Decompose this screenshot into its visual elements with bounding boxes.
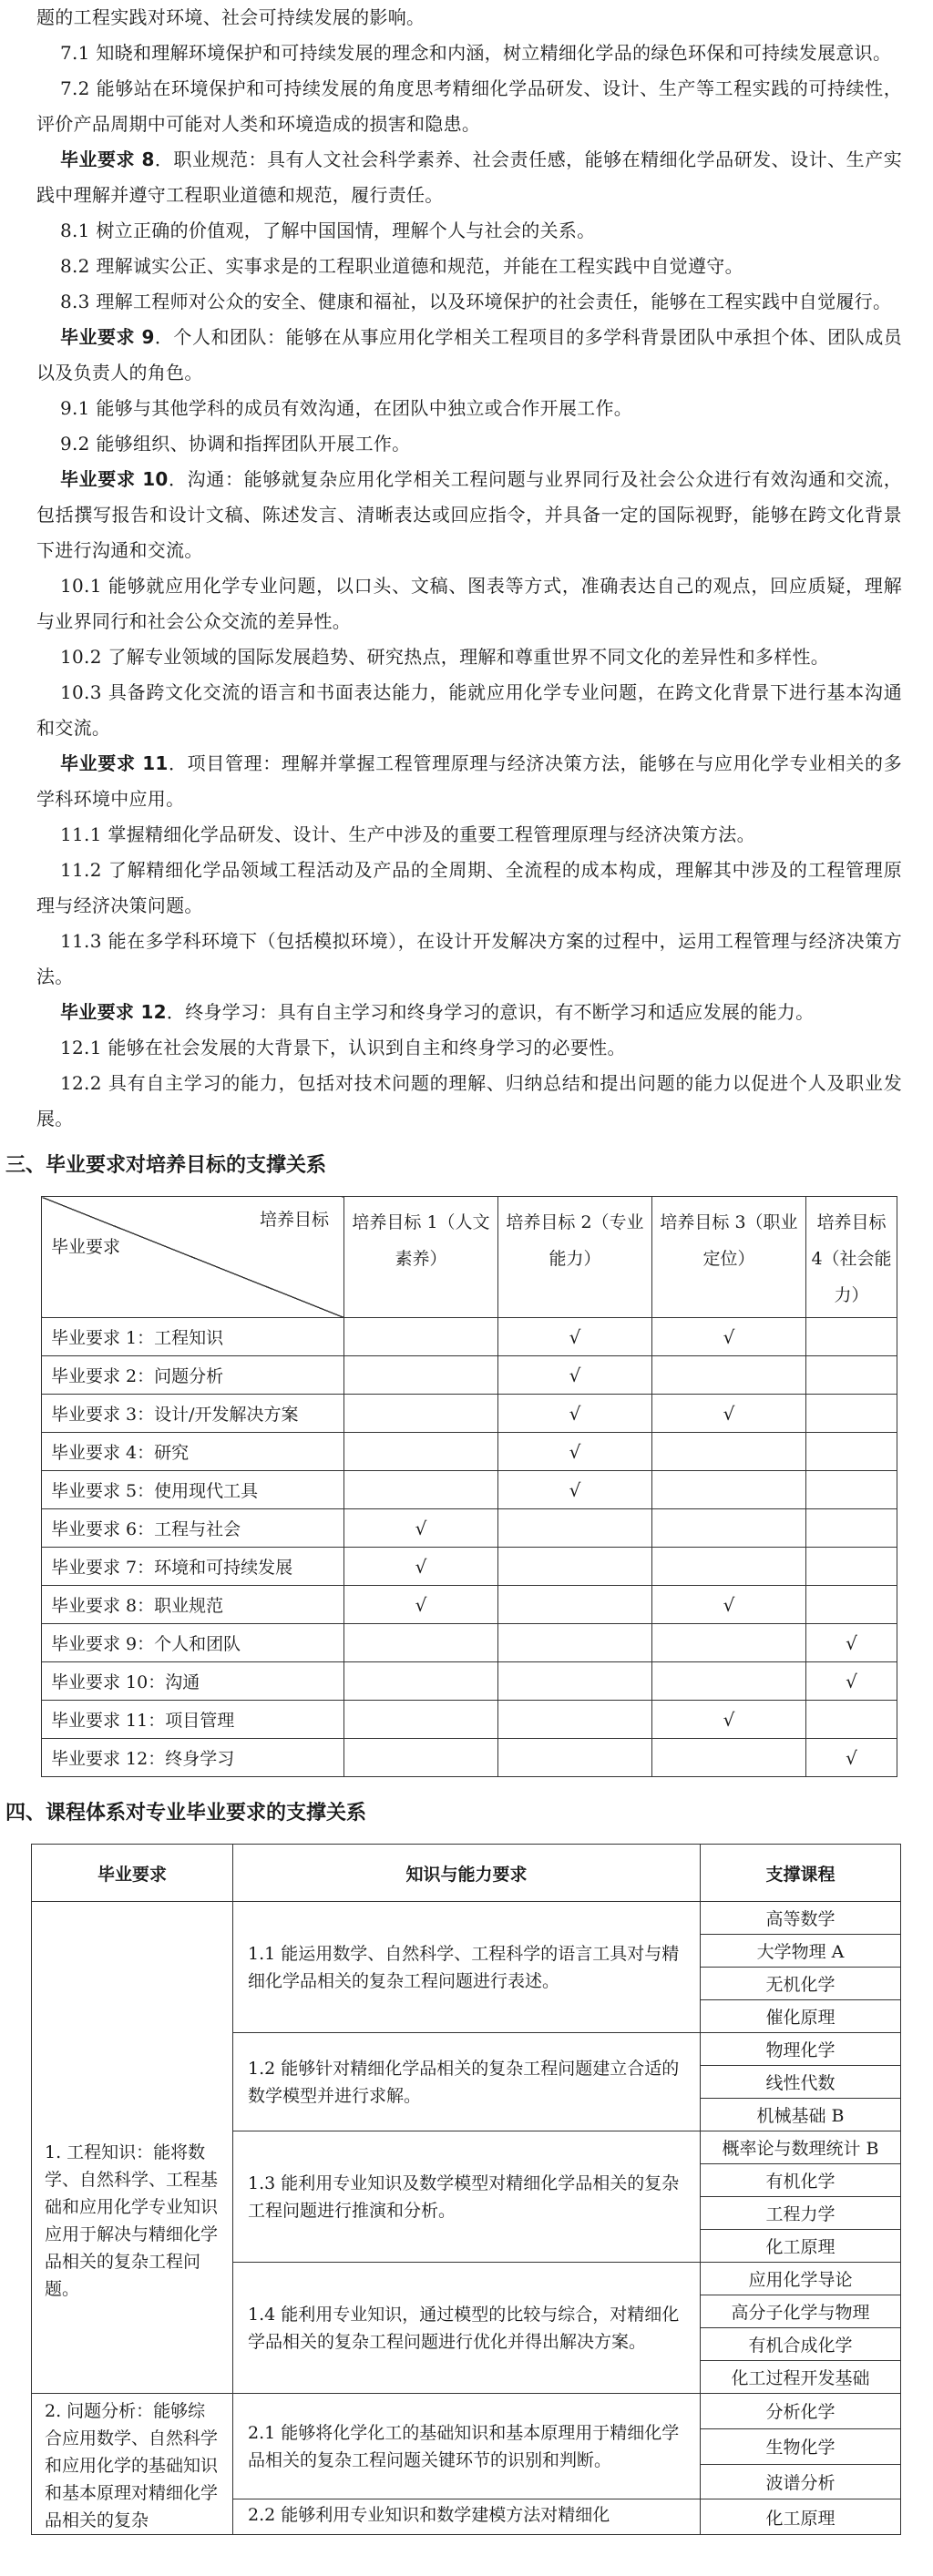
empty-cell (806, 1509, 897, 1548)
course-row (32, 2394, 901, 2429)
paragraph-text: 10.1 能够就应用化学专业问题，以口头、文稿、图表等方式，准确表达自己的观点，回应质疑，理解与业界同行和社会公众交流的差异性。 (36, 575, 902, 632)
empty-cell (498, 1739, 652, 1777)
check-mark: √ (498, 1356, 652, 1395)
requirement-row (42, 1395, 897, 1433)
course-name: 线性代数 (701, 2066, 901, 2099)
requirement-row (42, 1471, 897, 1509)
empty-cell (344, 1395, 498, 1433)
empty-cell (344, 1701, 498, 1739)
empty-cell (806, 1471, 897, 1509)
course-name: 机械基础 B (701, 2099, 901, 2131)
course-support-table (31, 1844, 901, 2535)
empty-cell (652, 1356, 806, 1395)
diagonal-header-cell (42, 1197, 344, 1318)
requirement-row (42, 1701, 897, 1739)
paragraph-text: ．个人和团队：能够在从事应用化学相关工程项目的多学科背景团队中承担个体、团队成员以及负责人的角色。 (36, 326, 902, 383)
goal-header: 培养目标 1（人文素养） (344, 1197, 498, 1318)
empty-cell (344, 1624, 498, 1662)
requirement-row (42, 1356, 897, 1395)
paragraph-text: 7.2 能够站在环境保护和可持续发展的角度思考精细化学品研发、设计、生产等工程实践的可持续性，评价产品周期中可能对人类和环境造成的损害和隐患。 (36, 77, 902, 135)
requirement-label: 毕业要求 10：沟通 (42, 1662, 344, 1701)
requirement-lead: 毕业要求 11 (60, 752, 169, 774)
requirement-heading-paragraph (36, 462, 902, 568)
paragraph-text: 9.2 能够组织、协调和指挥团队开展工作。 (60, 433, 411, 455)
empty-cell (652, 1662, 806, 1701)
body-paragraph (36, 71, 902, 142)
body-paragraph (36, 1030, 902, 1066)
goals-support-table (41, 1196, 897, 1777)
course-name: 催化原理 (701, 2000, 901, 2033)
knowledge-requirement: 1.3 能利用专业知识及数学模型对精细化学品相关的复杂工程问题进行推演和分析。 (233, 2131, 701, 2263)
requirement-label: 毕业要求 6：工程与社会 (42, 1509, 344, 1548)
goal-header: 培养目标 3（职业定位） (652, 1197, 806, 1318)
check-mark: √ (344, 1548, 498, 1586)
course-name: 有机化学 (701, 2164, 901, 2197)
paragraph-text: 8.3 理解工程师对公众的安全、健康和福祉，以及环境保护的社会责任，能够在工程实践中自觉履行。 (60, 291, 892, 312)
requirement-2-cell: 2. 问题分析：能够综合应用数学、自然科学和应用化学的基础知识和基本原理对精细化学品相关的复杂 (32, 2394, 233, 2535)
paragraph-text: ．沟通：能够就复杂应用化学相关工程问题与业界同行及社会公众进行有效沟通和交流，包括撰写报告和设计文稿、陈述发言、清晰表达或回应指令，并具备一定的国际视野，能够在跨文化背景下进行沟通和交流。 (36, 468, 902, 561)
body-paragraph (36, 639, 902, 675)
empty-cell (498, 1662, 652, 1701)
check-mark: √ (652, 1395, 806, 1433)
requirement-label: 毕业要求 11：项目管理 (42, 1701, 344, 1739)
empty-cell (806, 1548, 897, 1586)
paragraph-text: 11.2 了解精细化学品领域工程活动及产品的全周期、全流程的成本构成，理解其中涉及的工程管理原理与经济决策问题。 (36, 859, 902, 916)
knowledge-requirement: 1.2 能够针对精细化学品相关的复杂工程问题建立合适的数学模型并进行求解。 (233, 2033, 701, 2131)
goal-header: 培养目标 2（专业能力） (498, 1197, 652, 1318)
empty-cell (344, 1318, 498, 1356)
body-paragraph (36, 391, 902, 426)
requirement-lead: 毕业要求 12 (60, 1001, 167, 1023)
requirement-row (42, 1509, 897, 1548)
empty-cell (498, 1548, 652, 1586)
paragraph-text: 题的工程实践对环境、社会可持续发展的影响。 (36, 6, 425, 28)
body-paragraph (36, 568, 902, 639)
empty-cell (652, 1433, 806, 1471)
course-name: 波谱分析 (701, 2464, 901, 2499)
check-mark: √ (652, 1586, 806, 1624)
course-name: 应用化学导论 (701, 2263, 901, 2295)
course-name: 化工原理 (701, 2230, 901, 2263)
requirement-row (42, 1586, 897, 1624)
requirement-row (42, 1662, 897, 1701)
body-paragraph (36, 924, 902, 995)
paragraph-text: ．终身学习：具有自主学习和终身学习的意识，有不断学习和适应发展的能力。 (166, 1001, 815, 1023)
requirement-lead: 毕业要求 8 (60, 148, 155, 170)
requirement-lead: 毕业要求 9 (60, 326, 155, 348)
empty-cell (806, 1318, 897, 1356)
empty-cell (806, 1433, 897, 1471)
requirement-heading-paragraph (36, 142, 902, 213)
requirement-label: 毕业要求 1：工程知识 (42, 1318, 344, 1356)
goal-header: 培养目标 4（社会能力） (806, 1197, 897, 1318)
paragraph-text: 11.3 能在多学科环境下（包括模拟环境），在设计开发解决方案的过程中，运用工程管理与经济决策方法。 (36, 930, 902, 987)
course-name: 概率论与数理统计 B (701, 2131, 901, 2164)
course-name: 高等数学 (701, 1902, 901, 1935)
empty-cell (652, 1624, 806, 1662)
check-mark: √ (652, 1318, 806, 1356)
requirement-1-text: 1. 工程知识：能将数学、自然科学、工程基础和应用化学专业知识应用于解决与精细化学品相关的复杂工程问题。 (45, 2142, 219, 2299)
requirement-row (42, 1624, 897, 1662)
body-paragraph (36, 853, 902, 924)
body-paragraph (36, 249, 902, 284)
check-mark: √ (806, 1739, 897, 1777)
requirement-row (42, 1739, 897, 1777)
empty-cell (652, 1471, 806, 1509)
knowledge-requirement: 2.2 能够利用专业知识和数学建模方法对精细化 (233, 2499, 701, 2535)
course-name: 无机化学 (701, 1968, 901, 2000)
course-table-header (32, 1845, 901, 1902)
check-mark: √ (498, 1395, 652, 1433)
empty-cell (498, 1509, 652, 1548)
check-mark: √ (806, 1662, 897, 1701)
requirement-label: 毕业要求 2：问题分析 (42, 1356, 344, 1395)
check-mark: √ (344, 1586, 498, 1624)
paragraph-text: 8.2 理解诚实公正、实事求是的工程职业道德和规范，并能在工程实践中自觉遵守。 (60, 255, 743, 277)
requirement-label: 毕业要求 4：研究 (42, 1433, 344, 1471)
empty-cell (344, 1356, 498, 1395)
course-row (32, 1902, 901, 1935)
body-paragraph (36, 675, 902, 746)
check-mark: √ (498, 1318, 652, 1356)
check-mark: √ (498, 1471, 652, 1509)
requirement-heading-paragraph (36, 320, 902, 391)
body-paragraph (36, 36, 902, 71)
empty-cell (344, 1739, 498, 1777)
empty-cell (344, 1433, 498, 1471)
empty-cell (344, 1471, 498, 1509)
empty-cell (498, 1586, 652, 1624)
check-mark: √ (498, 1433, 652, 1471)
empty-cell (652, 1739, 806, 1777)
paragraph-text: 12.1 能够在社会发展的大背景下，认识到自主和终身学习的必要性。 (60, 1037, 626, 1058)
requirement-row (42, 1548, 897, 1586)
empty-cell (498, 1701, 652, 1739)
body-paragraph (36, 284, 902, 320)
paragraph-text: 12.2 具有自主学习的能力，包括对技术问题的理解、归纳总结和提出问题的能力以促进个人及职业发展。 (36, 1072, 902, 1130)
paragraph-text: 10.2 了解专业领域的国际发展趋势、研究热点，理解和尊重世界不同文化的差异性和多样性。 (60, 646, 830, 668)
course-name: 有机合成化学 (701, 2328, 901, 2361)
requirements-text (36, 0, 902, 1137)
requirement-heading-paragraph (36, 995, 902, 1030)
course-name: 大学物理 A (701, 1935, 901, 1968)
paragraph-text: 11.1 掌握精细化学品研发、设计、生产中涉及的重要工程管理原理与经济决策方法。 (60, 823, 755, 845)
requirement-row (42, 1318, 897, 1356)
course-name: 化工过程开发基础 (701, 2361, 901, 2394)
requirement-label: 毕业要求 3：设计/开发解决方案 (42, 1395, 344, 1433)
course-name: 物理化学 (701, 2033, 901, 2066)
empty-cell (344, 1662, 498, 1701)
corner-label-goals: 培养目标 (259, 1210, 329, 1230)
course-name: 高分子化学与物理 (701, 2295, 901, 2328)
header-courses: 支撑课程 (701, 1845, 901, 1902)
body-paragraph (36, 1066, 902, 1137)
check-mark: √ (344, 1509, 498, 1548)
paragraph-text: 9.1 能够与其他学科的成员有效沟通，在团队中独立或合作开展工作。 (60, 397, 633, 419)
requirement-label: 毕业要求 5：使用现代工具 (42, 1471, 344, 1509)
requirement-lead: 毕业要求 10 (60, 468, 169, 490)
paragraph-text: 7.1 知晓和理解环境保护和可持续发展的理念和内涵，树立精细化学品的绿色环保和可持续发展意识。 (60, 42, 892, 64)
paragraph-text: ．项目管理：理解并掌握工程管理原理与经济决策方法，能够在与应用化学专业相关的多学科环境中应用。 (36, 752, 902, 810)
goals-header-row (42, 1197, 897, 1318)
course-name: 分析化学 (701, 2394, 901, 2429)
section-4-title: 四、课程体系对专业毕业要求的支撑关系 (5, 1802, 367, 1825)
requirement-row (42, 1433, 897, 1471)
course-name: 化工原理 (701, 2499, 901, 2535)
knowledge-requirement: 1.4 能利用专业知识，通过模型的比较与综合，对精细化学品相关的复杂工程问题进行优化并得出解决方案。 (233, 2263, 701, 2394)
body-paragraph (36, 0, 902, 36)
paragraph-text: ．职业规范：具有人文社会科学素养、社会责任感，能够在精细化学品研发、设计、生产实践中理解并遵守工程职业道德和规范，履行责任。 (36, 148, 902, 206)
body-paragraph (36, 817, 902, 853)
empty-cell (652, 1548, 806, 1586)
requirement-label: 毕业要求 8：职业规范 (42, 1586, 344, 1624)
check-mark: √ (652, 1701, 806, 1739)
knowledge-requirement: 2.1 能够将化学化工的基础知识和基本原理用于精细化学品相关的复杂工程问题关键环节的识别和判断。 (233, 2394, 701, 2499)
paragraph-text: 8.1 树立正确的价值观，了解中国国情，理解个人与社会的关系。 (60, 220, 596, 241)
course-name: 生物化学 (701, 2428, 901, 2464)
empty-cell (806, 1586, 897, 1624)
header-requirement: 毕业要求 (32, 1845, 233, 1902)
requirement-label: 毕业要求 12：终身学习 (42, 1739, 344, 1777)
check-mark: √ (806, 1624, 897, 1662)
corner-label-requirements: 毕业要求 (51, 1237, 121, 1257)
empty-cell (806, 1356, 897, 1395)
empty-cell (652, 1509, 806, 1548)
course-name: 工程力学 (701, 2197, 901, 2230)
requirement-heading-paragraph (36, 746, 902, 817)
body-paragraph (36, 426, 902, 462)
empty-cell (806, 1701, 897, 1739)
empty-cell (498, 1624, 652, 1662)
knowledge-requirement: 1.1 能运用数学、自然科学、工程科学的语言工具对与精细化学品相关的复杂工程问题进行表述。 (233, 1902, 701, 2033)
body-paragraph (36, 213, 902, 249)
requirement-label: 毕业要求 7：环境和可持续发展 (42, 1548, 344, 1586)
requirement-1-cell (32, 1902, 233, 2394)
paragraph-text: 10.3 具备跨文化交流的语言和书面表达能力，能就应用化学专业问题，在跨文化背景下进行基本沟通和交流。 (36, 681, 902, 739)
empty-cell (806, 1395, 897, 1433)
requirement-label: 毕业要求 9：个人和团队 (42, 1624, 344, 1662)
header-knowledge: 知识与能力要求 (233, 1845, 701, 1902)
section-3-title: 三、毕业要求对培养目标的支撑关系 (5, 1154, 327, 1177)
